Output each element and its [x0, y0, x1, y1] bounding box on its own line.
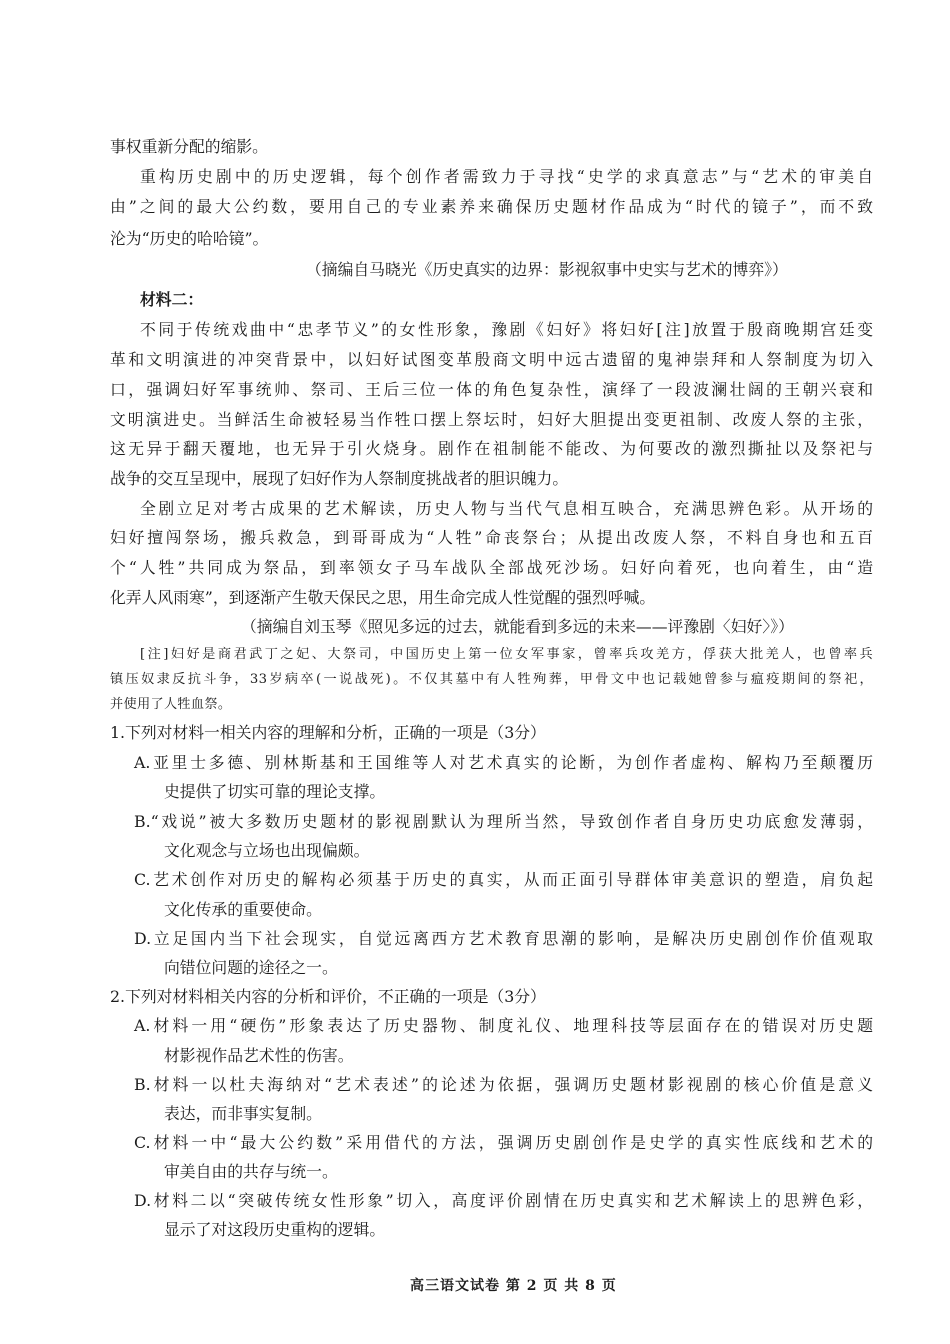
- text-line: 文明演进史。当鲜活生命被轻易当作牲口摆上祭坛时，妇好大胆提出变更祖制、改废人祭的主张，: [110, 410, 873, 429]
- text-line: 由”之间的最大公约数，要用自己的专业素养来确保历史题材作品成为“时代的镜子”，而不致: [110, 197, 873, 216]
- question-stem: 1.下列对材料一相关内容的理解和分析，正确的一项是（3分）: [110, 723, 546, 742]
- text-line: 化弄人风雨寒”，到逐渐产生敬天保民之思，用生命完成人性觉醒的强烈呼喊。: [110, 588, 656, 607]
- option-d-line: 显示了对这段历史重构的逻辑。: [164, 1220, 386, 1239]
- note-line: 镇压奴隶反抗斗争，33岁病卒(一说战死)。不仅其墓中有人牲殉葬，甲骨文中也记载她曾参与瘟疫期间的祭祀，: [110, 672, 873, 687]
- text-line: 全剧立足对考古成果的艺术解读，历史人物与当代气息相互映合，充满思辨色彩。从开场的: [140, 499, 873, 518]
- option-d-line: D.立足国内当下社会现实，自觉远离西方艺术教育思潮的影响，是解决历史剧创作价值观取: [134, 929, 873, 948]
- text-line: 这无异于翻天覆地，也无异于引火烧身。剧作在祖制能不能改、为何要改的激烈撕扯以及祭祀与: [110, 439, 873, 458]
- option-b-line: 表达，而非事实复制。: [164, 1104, 322, 1123]
- note-line: [注]妇好是商君武丁之妃、大祭司，中国历史上第一位女军事家，曾率兵攻羌方，俘获大批羌人，也曾率兵: [140, 647, 873, 662]
- option-a-line: 材影视作品艺术性的伤害。: [164, 1046, 354, 1065]
- option-b-line: B.“戏说”被大多数历史题材的影视剧默认为理所当然，导致创作者自身历史功底愈发薄弱，: [134, 812, 873, 831]
- text-line: 沦为“历史的哈哈镜”。: [110, 229, 269, 248]
- source-citation: （摘编自刘玉琴《照见多远的过去，就能看到多远的未来——评豫剧〈妇好〉》）: [241, 617, 794, 636]
- option-c-line: 审美自由的共存与统一。: [164, 1162, 338, 1181]
- option-c-line: 文化传承的重要使命。: [164, 900, 322, 919]
- section-heading: 材料二：: [140, 290, 204, 309]
- text-line: 事权重新分配的缩影。: [110, 137, 268, 156]
- option-a-line: 史提供了切实可靠的理论支撑。: [164, 782, 386, 801]
- option-d-line: 向错位问题的途径之一。: [164, 958, 338, 977]
- page-footer: 高三语文试卷 第 2 页 共 8 页: [410, 1278, 617, 1294]
- note-line: 并使用了人牲血祭。: [110, 697, 232, 712]
- option-a-line: A.材料一用“硬伤”形象表达了历史器物、制度礼仪、地理科技等层面存在的错误对历史题: [134, 1016, 873, 1035]
- source-citation: （摘编自马晓光《历史真实的边界：影视叙事中史实与艺术的博弈》）: [306, 260, 788, 279]
- option-b-line: B.材料一以杜夫海纳对“艺术表述”的论述为依据，强调历史题材影视剧的核心价值是意义: [134, 1075, 873, 1094]
- text-line: 个“人牲”共同成为祭品，到率领女子马车战队全部战死沙场。妇好向着死，也向着生，由“造: [110, 558, 873, 577]
- option-a-line: A.亚里士多德、别林斯基和王国维等人对艺术真实的论断，为创作者虚构、解构乃至颠覆历: [134, 753, 873, 772]
- option-c-line: C.材料一中“最大公约数”采用借代的方法，强调历史剧创作是史学的真实性底线和艺术的: [134, 1133, 873, 1152]
- text-line: 口，强调妇好军事统帅、祭司、王后三位一体的角色复杂性，演绎了一段波澜壮阔的王朝兴衰和: [110, 380, 873, 399]
- option-c-line: C.艺术创作对历史的解构必须基于历史的真实，从而正面引导群体审美意识的塑造，肩负起: [134, 870, 873, 889]
- text-line: 重构历史剧中的历史逻辑，每个创作者需致力于寻找“史学的求真意志”与“艺术的审美自: [140, 167, 873, 186]
- text-line: 战争的交互呈现中，展现了妇好作为人祭制度挑战者的胆识魄力。: [110, 469, 569, 488]
- option-d-line: D.材料二以“突破传统女性形象”切入，高度评价剧情在历史真实和艺术解读上的思辨色彩，: [134, 1191, 873, 1210]
- text-line: 不同于传统戏曲中“忠孝节义”的女性形象，豫剧《妇好》将妇好[注]放置于殷商晚期宫廷变: [140, 320, 873, 339]
- text-line: 妇好擅闯祭场，搬兵救急，到哥哥成为“人牲”命丧祭台；从提出改废人祭，不料自身也和五百: [110, 528, 873, 547]
- text-line: 革和文明演进的冲突背景中，以妇好试图变革殷商文明中远古遗留的鬼神崇拜和人祭制度为切入: [110, 350, 873, 369]
- question-stem: 2.下列对材料相关内容的分析和评价，不正确的一项是（3分）: [110, 987, 546, 1006]
- option-b-line: 文化观念与立场也出现偏颇。: [164, 841, 370, 860]
